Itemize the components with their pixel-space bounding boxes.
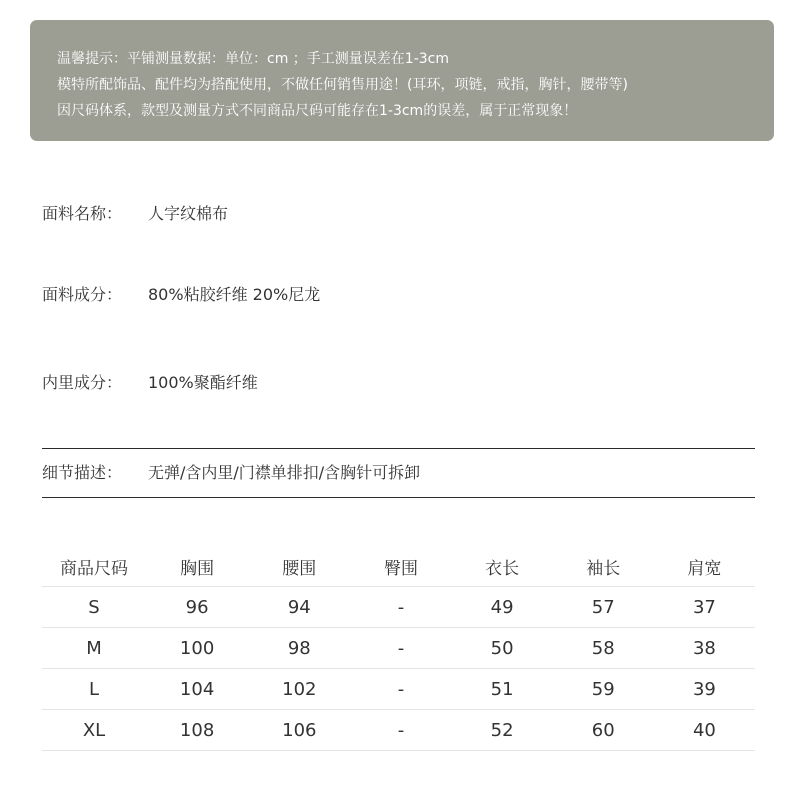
table-cell: 60 — [553, 710, 654, 751]
table-row — [42, 628, 755, 669]
table-cell: 38 — [654, 628, 755, 669]
notice-line: 温馨提示：平铺测量数据：单位：cm ；手工测量误差在1-3cm — [57, 51, 449, 67]
table-cell: 37 — [654, 587, 755, 628]
measurement-notice — [30, 20, 774, 141]
table-cell: 104 — [146, 669, 248, 710]
size-cell: XL — [42, 710, 146, 751]
table-cell: 52 — [452, 710, 553, 751]
table-cell: 40 — [654, 710, 755, 751]
table-cell: 59 — [553, 669, 654, 710]
fabric-composition-value: 80%粘胶纤维 20%尼龙 — [148, 285, 321, 304]
table-cell: 102 — [248, 669, 350, 710]
table-cell: 96 — [146, 587, 248, 628]
table-cell: 49 — [452, 587, 553, 628]
table-row — [42, 710, 755, 751]
divider-top — [42, 448, 755, 449]
lining-composition-value: 100%聚酯纤维 — [148, 373, 258, 392]
fabric-name-value: 人字纹棉布 — [148, 204, 229, 223]
table-cell: - — [350, 669, 451, 710]
table-cell: 51 — [452, 669, 553, 710]
table-cell: 108 — [146, 710, 248, 751]
table-cell: - — [350, 710, 451, 751]
column-header: 衣长 — [452, 546, 553, 587]
size-table-header — [42, 546, 755, 587]
lining-composition-label: 内里成分： — [42, 373, 123, 392]
column-header: 臀围 — [350, 546, 451, 587]
table-cell: - — [350, 587, 451, 628]
size-cell: S — [42, 587, 146, 628]
fabric-composition-label: 面料成分： — [42, 285, 123, 304]
details-row — [42, 463, 420, 483]
column-header: 商品尺码 — [42, 546, 146, 587]
table-cell: 58 — [553, 628, 654, 669]
table-cell: 57 — [553, 587, 654, 628]
column-header: 腰围 — [248, 546, 350, 587]
size-table — [42, 546, 755, 751]
table-cell: 39 — [654, 669, 755, 710]
table-cell: 94 — [248, 587, 350, 628]
table-row — [42, 669, 755, 710]
table-cell: 106 — [248, 710, 350, 751]
notice-line: 因尺码体系，款型及测量方式不同商品尺码可能存在1-3cm的误差，属于正常现象！ — [57, 103, 578, 119]
table-cell: 100 — [146, 628, 248, 669]
fabric-composition-row — [42, 285, 320, 305]
divider-bottom — [42, 497, 755, 498]
table-cell: - — [350, 628, 451, 669]
column-header: 胸围 — [146, 546, 248, 587]
details-value: 无弹/含内里/门襟单排扣/含胸针可拆卸 — [148, 463, 421, 482]
fabric-name-label: 面料名称： — [42, 204, 123, 223]
column-header: 袖长 — [553, 546, 654, 587]
column-header: 肩宽 — [654, 546, 755, 587]
size-cell: L — [42, 669, 146, 710]
table-row — [42, 587, 755, 628]
lining-composition-row — [42, 373, 258, 393]
fabric-name-row — [42, 204, 228, 224]
size-cell: M — [42, 628, 146, 669]
notice-line: 模特所配饰品、配件均为搭配使用，不做任何销售用途！(耳环，项链，戒指，胸针，腰带等) — [57, 77, 628, 93]
table-cell: 50 — [452, 628, 553, 669]
details-label: 细节描述： — [42, 463, 123, 482]
table-cell: 98 — [248, 628, 350, 669]
